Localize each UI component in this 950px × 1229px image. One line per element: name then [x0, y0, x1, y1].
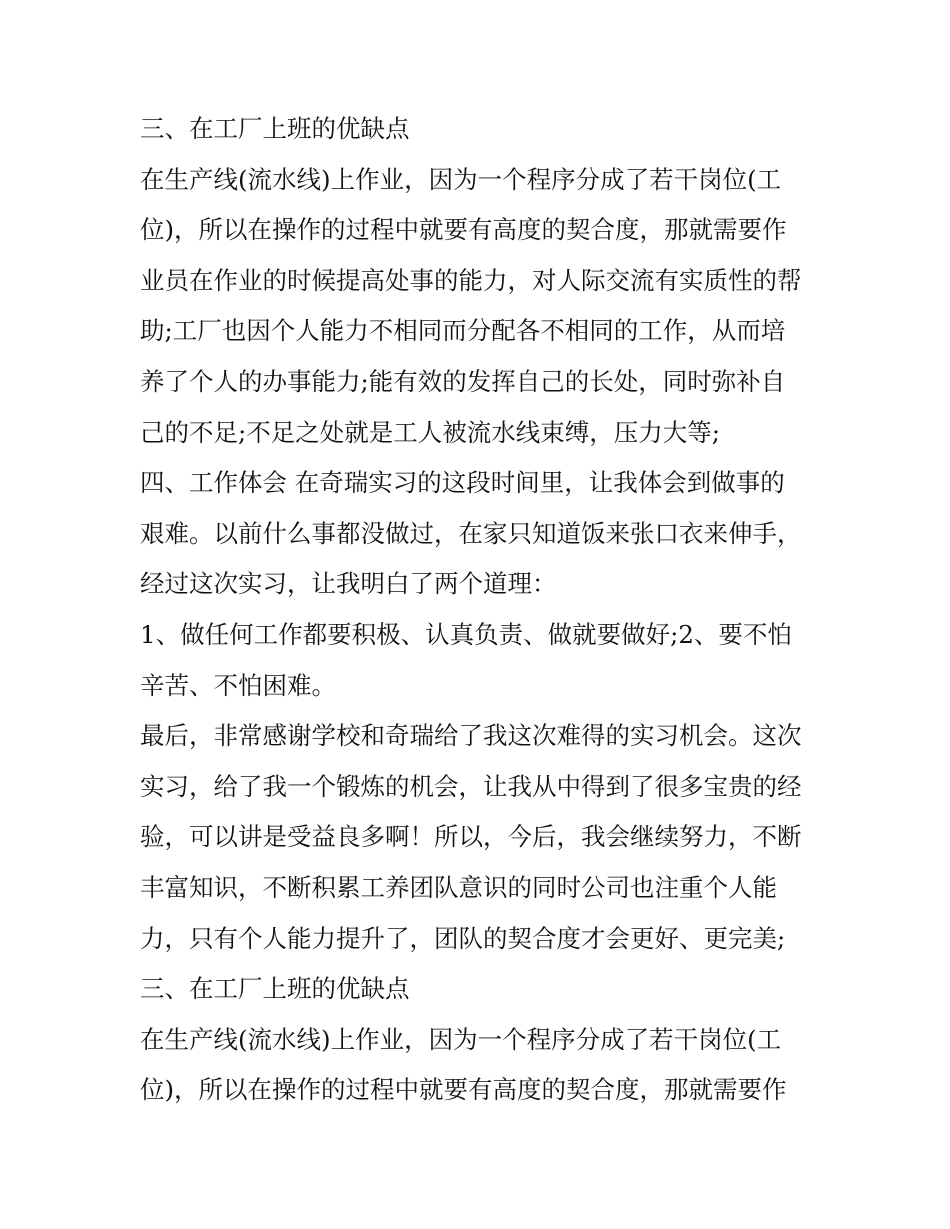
paragraph-line: 助;工厂也因个人能力不相同而分配各不相同的工作，从而培: [140, 316, 786, 346]
heading-pros-cons-repeat: 三、在工厂上班的优缺点: [140, 974, 410, 1004]
paragraph-line: 丰富知识，不断积累工养团队意识的同时公司也注重个人能: [140, 872, 777, 902]
document-body: [140, 104, 820, 1116]
paragraph-line: 最后，非常感谢学校和奇瑞给了我这次难得的实习机会。这次: [140, 721, 802, 751]
list-item-line: 1、做任何工作都要积极、认真负责、做就要做好;2、要不怕: [140, 619, 792, 649]
paragraph-line: 实习，给了我一个锻炼的机会，让我从中得到了很多宝贵的经: [140, 771, 802, 801]
paragraph-line: 业员在作业的时候提高处事的能力，对人际交流有实质性的帮: [140, 265, 802, 295]
list-item-line: 辛苦、不怕困难。: [140, 670, 336, 700]
paragraph-line: 在生产线(流水线)上作业，因为一个程序分成了若干岗位(工: [140, 164, 782, 194]
paragraph-line: 己的不足;不足之处就是工人被流水线束缚，压力大等;: [140, 417, 721, 447]
paragraph-line: 在生产线(流水线)上作业，因为一个程序分成了若干岗位(工: [140, 1024, 782, 1054]
paragraph-line: 经过这次实习，让我明白了两个道理：: [140, 569, 557, 599]
paragraph-line: 验，可以讲是受益良多啊！所以，今后，我会继续努力，不断: [140, 822, 802, 852]
paragraph-line: 力，只有个人能力提升了，团队的契合度才会更好、更完美;: [140, 923, 786, 953]
paragraph-line: 位)，所以在操作的过程中就要有高度的契合度，那就需要作: [140, 1075, 787, 1105]
paragraph-line: 艰难。以前什么事都没做过，在家只知道饭来张口衣来伸手，: [140, 518, 802, 548]
heading-pros-cons: 三、在工厂上班的优缺点: [140, 114, 410, 143]
paragraph-line: 位)，所以在操作的过程中就要有高度的契合度，那就需要作: [140, 215, 787, 245]
heading-work-experience: 四、工作体会 在奇瑞实习的这段时间里，让我体会到做事的: [140, 468, 785, 498]
paragraph-line: 养了个人的办事能力;能有效的发挥自己的长处，同时弥补自: [140, 366, 786, 396]
